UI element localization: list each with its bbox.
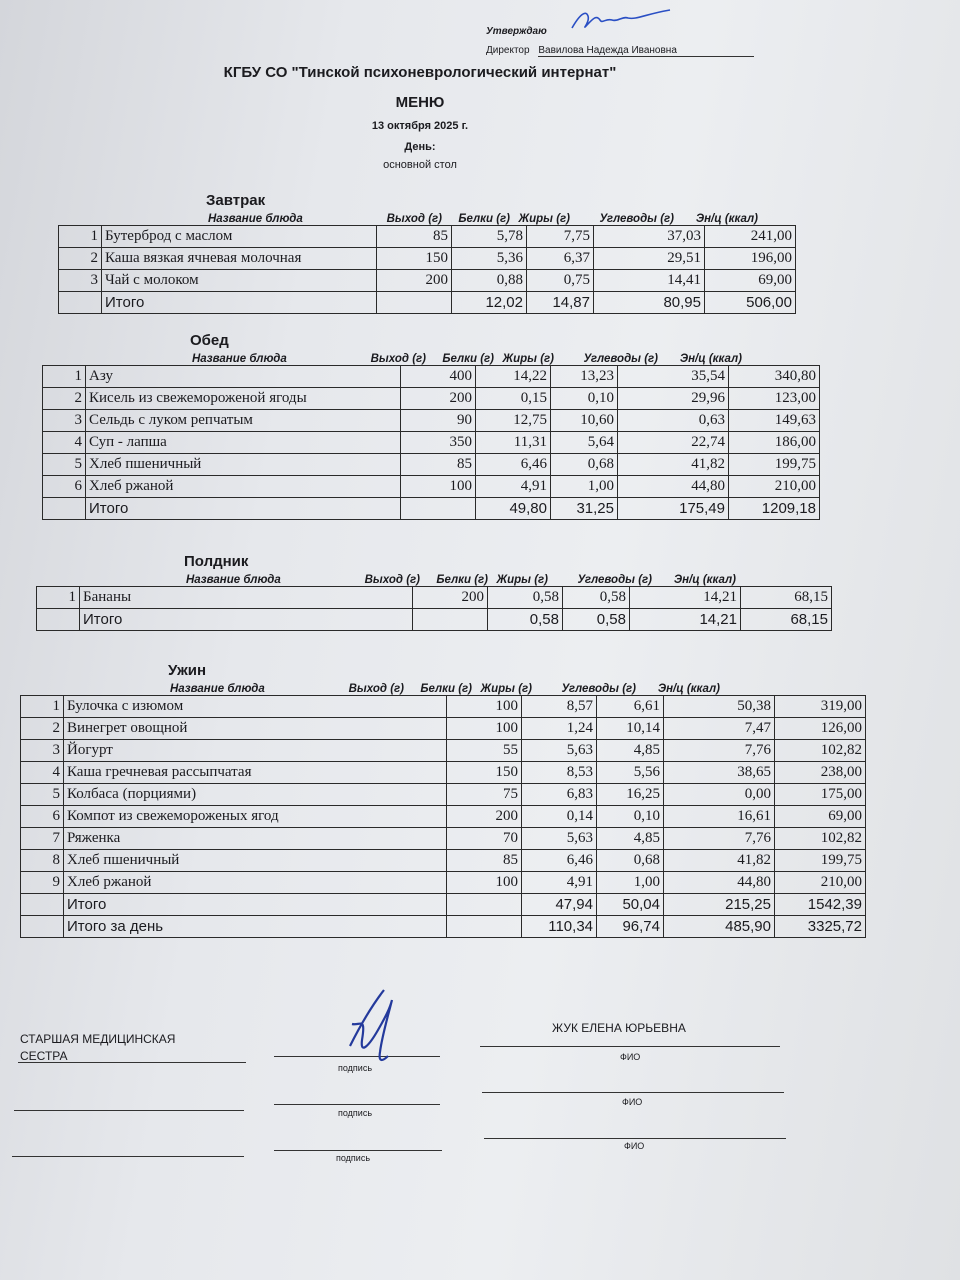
carbs-cell: 41,82 [618, 454, 729, 476]
total-fat: 0,58 [563, 609, 630, 631]
director-name: Вавилова Надежда Ивановна [538, 45, 754, 57]
column-header-fat: Жиры (г) [480, 683, 532, 695]
row-number: 2 [21, 718, 64, 740]
carbs-cell: 7,76 [664, 740, 775, 762]
dish-name: Азу [86, 366, 401, 388]
meal-section [36, 553, 832, 631]
column-header-row [58, 209, 796, 225]
protein-cell: 6,83 [522, 784, 597, 806]
day-label: День: [404, 141, 436, 153]
total-fat: 31,25 [551, 498, 618, 520]
dish-name: Компот из свежемороженых ягод [64, 806, 447, 828]
fio-caption-1: ФИО [620, 1052, 641, 1062]
carbs-cell: 44,80 [664, 872, 775, 894]
protein-cell: 5,63 [522, 828, 597, 850]
row-number: 1 [37, 587, 80, 609]
energy-cell: 340,80 [729, 366, 820, 388]
output-cell: 85 [401, 454, 476, 476]
total-number-cell [21, 894, 64, 916]
energy-cell: 175,00 [775, 784, 866, 806]
total-energy: 1542,39 [775, 894, 866, 916]
total-energy: 68,15 [741, 609, 832, 631]
row-number: 4 [43, 432, 86, 454]
fat-cell: 16,25 [597, 784, 664, 806]
dish-name: Бутерброд с маслом [102, 226, 377, 248]
protein-cell: 6,46 [522, 850, 597, 872]
column-header-name: Название блюда [186, 574, 281, 586]
row-number: 7 [21, 828, 64, 850]
row-number: 3 [59, 270, 102, 292]
table-row [59, 226, 796, 248]
dish-name: Колбаса (порциями) [64, 784, 447, 806]
protein-cell: 4,91 [476, 476, 551, 498]
carbs-cell: 7,76 [664, 828, 775, 850]
meal-title: Обед [190, 332, 229, 349]
protein-cell: 12,75 [476, 410, 551, 432]
fat-cell: 7,75 [527, 226, 594, 248]
column-header-energy: Эн/ц (ккал) [695, 213, 758, 225]
carbs-cell: 35,54 [618, 366, 729, 388]
table-row [43, 432, 820, 454]
energy-cell: 196,00 [705, 248, 796, 270]
nurse-name: ЖУК ЕЛЕНА ЮРЬЕВНА [552, 1021, 686, 1035]
energy-cell: 241,00 [705, 226, 796, 248]
carbs-cell: 29,51 [594, 248, 705, 270]
column-header-row [20, 679, 866, 695]
dish-name: Йогурт [64, 740, 447, 762]
total-energy: 506,00 [705, 292, 796, 314]
output-cell: 200 [377, 270, 452, 292]
column-header-name: Название блюда [170, 683, 265, 695]
menu-date: 13 октября 2025 г. [371, 120, 469, 132]
total-carbs: 175,49 [618, 498, 729, 520]
column-header-name: Название блюда [192, 353, 287, 365]
total-number-cell [43, 498, 86, 520]
table-row [59, 270, 796, 292]
protein-cell: 0,58 [488, 587, 563, 609]
meal-title: Полдник [184, 553, 249, 570]
carbs-cell: 14,41 [594, 270, 705, 292]
total-label: Итого [102, 292, 377, 314]
table-row [21, 828, 866, 850]
row-number: 1 [43, 366, 86, 388]
fat-cell: 0,10 [551, 388, 618, 410]
output-cell: 85 [447, 850, 522, 872]
energy-cell: 199,75 [775, 850, 866, 872]
row-number: 6 [21, 806, 64, 828]
table-row [21, 806, 866, 828]
column-header-protein: Белки (г) [420, 683, 472, 695]
fat-cell: 0,68 [597, 850, 664, 872]
approval-block [486, 26, 754, 57]
page-title: МЕНЮ [395, 94, 445, 111]
energy-cell: 102,82 [775, 740, 866, 762]
meal-table [58, 225, 796, 314]
protein-cell: 5,36 [452, 248, 527, 270]
nurse-signature [340, 986, 410, 1070]
carbs-cell: 50,38 [664, 696, 775, 718]
dish-name: Сельдь с луком репчатым [86, 410, 401, 432]
row-number: 9 [21, 872, 64, 894]
total-number-cell [37, 609, 80, 631]
energy-cell: 68,15 [741, 587, 832, 609]
nurse-role: СТАРШАЯ МЕДИЦИНСКАЯ СЕСТРА [20, 1032, 176, 1063]
fat-cell: 6,61 [597, 696, 664, 718]
column-header-protein: Белки (г) [458, 213, 510, 225]
energy-cell: 69,00 [705, 270, 796, 292]
fio-caption-2: ФИО [622, 1097, 643, 1107]
total-carbs: 80,95 [594, 292, 705, 314]
table-row [43, 388, 820, 410]
table-row [59, 248, 796, 270]
carbs-cell: 41,82 [664, 850, 775, 872]
table-row [21, 762, 866, 784]
protein-cell: 0,14 [522, 806, 597, 828]
fat-cell: 5,56 [597, 762, 664, 784]
output-cell: 150 [377, 248, 452, 270]
output-cell: 75 [447, 784, 522, 806]
sign-caption-2: подпись [338, 1108, 373, 1118]
column-header-row [36, 570, 832, 586]
carbs-cell: 22,74 [618, 432, 729, 454]
table-row [43, 410, 820, 432]
meal-title: Завтрак [206, 192, 266, 209]
carbs-cell: 0,00 [664, 784, 775, 806]
protein-cell: 8,57 [522, 696, 597, 718]
table-row [21, 784, 866, 806]
fat-cell: 0,58 [563, 587, 630, 609]
carbs-cell: 7,47 [664, 718, 775, 740]
protein-cell: 14,22 [476, 366, 551, 388]
row-number: 2 [43, 388, 86, 410]
protein-cell: 8,53 [522, 762, 597, 784]
total-number-cell [59, 292, 102, 314]
meal-section [58, 192, 796, 314]
carbs-cell: 44,80 [618, 476, 729, 498]
meal-table [42, 365, 820, 520]
carbs-cell: 29,96 [618, 388, 729, 410]
total-label: Итого [80, 609, 413, 631]
row-number: 5 [43, 454, 86, 476]
fat-cell: 4,85 [597, 740, 664, 762]
protein-cell: 0,88 [452, 270, 527, 292]
table-row [21, 696, 866, 718]
energy-cell: 126,00 [775, 718, 866, 740]
fat-cell: 6,37 [527, 248, 594, 270]
energy-cell: 210,00 [729, 476, 820, 498]
row-number: 1 [59, 226, 102, 248]
meal-section [42, 332, 820, 520]
column-header-fat: Жиры (г) [496, 574, 548, 586]
dish-name: Булочка с изюмом [64, 696, 447, 718]
column-header-output: Выход (г) [370, 353, 426, 365]
column-header-row [42, 349, 820, 365]
total-row [59, 292, 796, 314]
output-cell: 90 [401, 410, 476, 432]
sign-caption-1: подпись [338, 1063, 373, 1073]
fat-cell: 1,00 [551, 476, 618, 498]
column-header-protein: Белки (г) [442, 353, 494, 365]
approval-label: Утверждаю [486, 26, 547, 37]
dish-name: Хлеб пшеничный [64, 850, 447, 872]
total-label: Итого [86, 498, 401, 520]
energy-cell: 210,00 [775, 872, 866, 894]
output-cell: 200 [401, 388, 476, 410]
meal-section [20, 662, 866, 938]
day-total-output-cell [447, 916, 522, 938]
energy-cell: 102,82 [775, 828, 866, 850]
output-cell: 200 [413, 587, 488, 609]
protein-cell: 5,63 [522, 740, 597, 762]
table-row [43, 454, 820, 476]
row-number: 3 [21, 740, 64, 762]
fat-cell: 1,00 [597, 872, 664, 894]
column-header-carbs: Углеводы (г) [561, 683, 636, 695]
column-header-output: Выход (г) [364, 574, 420, 586]
dish-name: Хлеб ржаной [86, 476, 401, 498]
table-row [21, 872, 866, 894]
day-total-row [21, 916, 866, 938]
meal-table [36, 586, 832, 631]
table-row [21, 850, 866, 872]
day-total-protein: 110,34 [522, 916, 597, 938]
total-output-cell [447, 894, 522, 916]
carbs-cell: 38,65 [664, 762, 775, 784]
day-total-carbs: 485,90 [664, 916, 775, 938]
output-cell: 400 [401, 366, 476, 388]
column-header-carbs: Углеводы (г) [599, 213, 674, 225]
dish-name: Хлеб ржаной [64, 872, 447, 894]
row-number: 3 [43, 410, 86, 432]
row-number: 1 [21, 696, 64, 718]
energy-cell: 319,00 [775, 696, 866, 718]
row-number: 2 [59, 248, 102, 270]
row-number: 5 [21, 784, 64, 806]
table-row [21, 740, 866, 762]
carbs-cell: 14,21 [630, 587, 741, 609]
protein-cell: 0,15 [476, 388, 551, 410]
output-cell: 55 [447, 740, 522, 762]
output-cell: 100 [447, 718, 522, 740]
fat-cell: 0,68 [551, 454, 618, 476]
total-row [43, 498, 820, 520]
fat-cell: 4,85 [597, 828, 664, 850]
column-header-energy: Эн/ц (ккал) [679, 353, 742, 365]
total-energy: 1209,18 [729, 498, 820, 520]
fat-cell: 13,23 [551, 366, 618, 388]
sign-caption-3: подпись [336, 1153, 371, 1163]
carbs-cell: 0,63 [618, 410, 729, 432]
table-row [37, 587, 832, 609]
energy-cell: 149,63 [729, 410, 820, 432]
day-total-fat: 96,74 [597, 916, 664, 938]
meal-title: Ужин [168, 662, 207, 679]
total-fat: 50,04 [597, 894, 664, 916]
column-header-carbs: Углеводы (г) [577, 574, 652, 586]
protein-cell: 5,78 [452, 226, 527, 248]
total-fat: 14,87 [527, 292, 594, 314]
total-row [21, 894, 866, 916]
column-header-carbs: Углеводы (г) [583, 353, 658, 365]
table-row [43, 366, 820, 388]
dish-name: Каша вязкая ячневая молочная [102, 248, 377, 270]
column-header-fat: Жиры (г) [518, 213, 570, 225]
dish-name: Бананы [80, 587, 413, 609]
table-row [43, 476, 820, 498]
table-row [21, 718, 866, 740]
energy-cell: 123,00 [729, 388, 820, 410]
output-cell: 100 [447, 696, 522, 718]
row-number: 8 [21, 850, 64, 872]
column-header-energy: Эн/ц (ккал) [657, 683, 720, 695]
carbs-cell: 16,61 [664, 806, 775, 828]
dish-name: Ряженка [64, 828, 447, 850]
dish-name: Каша гречневая рассыпчатая [64, 762, 447, 784]
output-cell: 85 [377, 226, 452, 248]
output-cell: 100 [447, 872, 522, 894]
energy-cell: 238,00 [775, 762, 866, 784]
row-number: 4 [21, 762, 64, 784]
energy-cell: 199,75 [729, 454, 820, 476]
fat-cell: 5,64 [551, 432, 618, 454]
total-output-cell [377, 292, 452, 314]
protein-cell: 6,46 [476, 454, 551, 476]
total-output-cell [413, 609, 488, 631]
output-cell: 150 [447, 762, 522, 784]
column-header-output: Выход (г) [348, 683, 404, 695]
dish-name: Хлеб пшеничный [86, 454, 401, 476]
fat-cell: 10,60 [551, 410, 618, 432]
total-carbs: 14,21 [630, 609, 741, 631]
column-header-energy: Эн/ц (ккал) [673, 574, 736, 586]
fat-cell: 0,75 [527, 270, 594, 292]
total-protein: 47,94 [522, 894, 597, 916]
output-cell: 100 [401, 476, 476, 498]
fio-caption-3: ФИО [624, 1141, 645, 1151]
column-header-fat: Жиры (г) [502, 353, 554, 365]
approval-role: Директор [486, 45, 530, 56]
output-cell: 350 [401, 432, 476, 454]
day-total-energy: 3325,72 [775, 916, 866, 938]
total-output-cell [401, 498, 476, 520]
protein-cell: 11,31 [476, 432, 551, 454]
organization-name: КГБУ СО "Тинской психоневрологический интернат" [223, 64, 617, 81]
dish-name: Чай с молоком [102, 270, 377, 292]
fat-cell: 0,10 [597, 806, 664, 828]
protein-cell: 1,24 [522, 718, 597, 740]
fat-cell: 10,14 [597, 718, 664, 740]
energy-cell: 69,00 [775, 806, 866, 828]
total-protein: 0,58 [488, 609, 563, 631]
output-cell: 70 [447, 828, 522, 850]
table-kind: основной стол [383, 159, 457, 171]
row-number: 6 [43, 476, 86, 498]
day-total-label: Итого за день [64, 916, 447, 938]
column-header-output: Выход (г) [386, 213, 442, 225]
total-protein: 12,02 [452, 292, 527, 314]
total-label: Итого [64, 894, 447, 916]
carbs-cell: 37,03 [594, 226, 705, 248]
day-total-number-cell [21, 916, 64, 938]
total-row [37, 609, 832, 631]
total-protein: 49,80 [476, 498, 551, 520]
dish-name: Суп - лапша [86, 432, 401, 454]
column-header-protein: Белки (г) [436, 574, 488, 586]
energy-cell: 186,00 [729, 432, 820, 454]
meal-table [20, 695, 866, 938]
protein-cell: 4,91 [522, 872, 597, 894]
dish-name: Винегрет овощной [64, 718, 447, 740]
output-cell: 200 [447, 806, 522, 828]
dish-name: Кисель из свежемороженой ягоды [86, 388, 401, 410]
column-header-name: Название блюда [208, 213, 303, 225]
total-carbs: 215,25 [664, 894, 775, 916]
